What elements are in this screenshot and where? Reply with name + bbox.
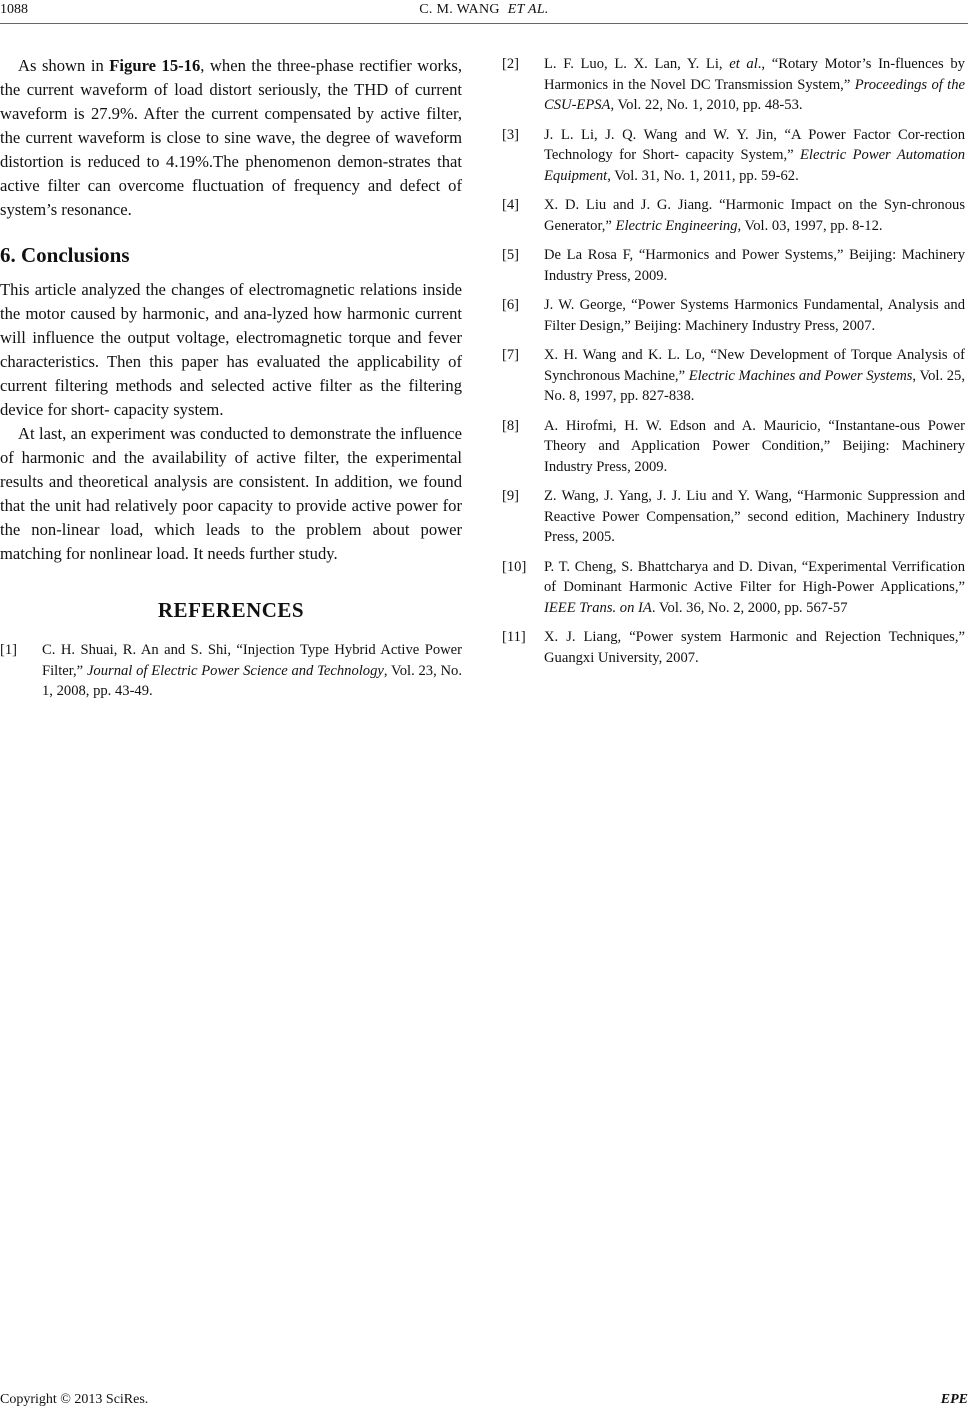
paragraph-conclusions-2: At last, an experiment was conducted to demonstrate the influence of harmonic and the availability of active filter, the experimental results and theoretical analysis are consistent. In addition, we found that the unit had relatively poor capacity to provide active power for the non-linear load, which leads to the problem about power matching for nonlinear load. It needs further study. bbox=[0, 424, 462, 563]
reference-item bbox=[0, 640, 462, 702]
reference-item bbox=[502, 245, 965, 286]
reference-item bbox=[502, 627, 965, 668]
reference-number: [5] bbox=[502, 247, 520, 263]
reference-item bbox=[502, 416, 965, 478]
copyright-notice: Copyright © 2013 SciRes. bbox=[0, 1392, 149, 1407]
right-column bbox=[502, 54, 965, 677]
reference-item bbox=[502, 345, 965, 407]
page-header bbox=[0, 0, 968, 24]
page-footer bbox=[0, 1392, 968, 1412]
reference-text: Z. Wang, J. Yang, J. J. Liu and Y. Wang, “Harmonic Suppression and Reactive Power Compensation,” second edition, Machinery Industry Press, 2005. bbox=[544, 488, 965, 545]
page-number: 1088 bbox=[0, 2, 28, 17]
reference-text: X. D. Liu and J. G. Jiang. “Harmonic Impact on the Syn-chronous Generator,” Electric Engineering, Vol. 03, 1997, pp. 8-12. bbox=[544, 197, 965, 234]
reference-number: [11] bbox=[502, 629, 526, 645]
paragraph-results: As shown in Figure 15-16, when the three-phase rectifier works, the current waveform of load distort seriously, the THD of current waveform is 27.9%. After the current compensated by active filter, the current waveform is close to sine wave, the degree of waveform distortion is reduced to 4.19%.The phenomenon demon-strates that active filter can overcome fluctuation of frequency and defect of system’s resonance. bbox=[0, 56, 462, 219]
section-title-conclusions: 6. Conclusions bbox=[0, 243, 130, 267]
running-head-author: C. M. WANG bbox=[419, 2, 500, 17]
reference-number: [4] bbox=[502, 197, 520, 213]
reference-item bbox=[502, 557, 965, 619]
journal-abbreviation: EPE bbox=[940, 1392, 968, 1407]
reference-text: A. Hirofmi, H. W. Edson and A. Mauricio, “Instantane-ous Power Theory and Application Power Condition,” Beijing: Machinery Industry Press, 2009. bbox=[544, 417, 965, 475]
reference-number: [3] bbox=[502, 126, 520, 143]
reference-text: J. W. George, “Power Systems Harmonics Fundamental, Analysis and Filter Design,” Beijing: Machinery Industry Press, 2007. bbox=[544, 297, 965, 334]
reference-number: [6] bbox=[502, 297, 520, 313]
reference-item bbox=[502, 54, 965, 116]
reference-item bbox=[502, 195, 965, 236]
left-column bbox=[0, 54, 462, 711]
running-head bbox=[0, 2, 968, 18]
reference-number: [2] bbox=[502, 56, 520, 72]
reference-item bbox=[502, 125, 965, 187]
reference-number: [7] bbox=[502, 347, 520, 363]
reference-number: [10] bbox=[502, 558, 527, 575]
reference-text: X. J. Liang, “Power system Harmonic and Rejection Techniques,” Guangxi University, 2007. bbox=[544, 629, 965, 666]
reference-number: [1] bbox=[0, 642, 18, 658]
reference-text: P. T. Cheng, S. Bhattcharya and D. Divan, “Experimental Verrification of Dominant Harmonic Active Filter for High-Power Applications,” IEEE Trans. on IA. Vol. 36, No. 2, 2000, pp. 567-57 bbox=[544, 558, 965, 616]
running-head-etal: ET AL. bbox=[507, 2, 549, 17]
reference-item bbox=[502, 295, 965, 336]
reference-text: C. H. Shuai, R. An and S. Shi, “Injection Type Hybrid Active Power Filter,” Journal of Electric Power Science and Technology, Vol. 23, No. 1, 2008, pp. 43-49. bbox=[42, 642, 463, 699]
reference-number: [8] bbox=[502, 417, 520, 434]
reference-text: De La Rosa F, “Harmonics and Power Systems,” Beijing: Machinery Industry Press, 2009. bbox=[544, 247, 965, 284]
reference-text: X. H. Wang and K. L. Lo, “New Development of Torque Analysis of Synchronous Machine,” Electric Machines and Power Systems, Vol. 25, No. 8, 1997, pp. 827-838. bbox=[544, 347, 966, 404]
reference-text: L. F. Luo, L. X. Lan, Y. Li, et al., “Rotary Motor’s In-fluences by Harmonics in the Novel DC Transmission System,” Proceedings of the CSU-EPSA, Vol. 22, No. 1, 2010, pp. 48-53. bbox=[544, 56, 966, 113]
reference-number: [9] bbox=[502, 488, 520, 504]
reference-text: J. L. Li, J. Q. Wang and W. Y. Jin, “A Power Factor Cor-rection Technology for Short- capacity System,” Electric Power Automation Equipment, Vol. 31, No. 1, 2011, pp. 59-62. bbox=[544, 126, 965, 184]
reference-item bbox=[502, 486, 965, 548]
header-rule bbox=[0, 23, 968, 24]
figure-reference-link[interactable]: Figure 15-16 bbox=[109, 56, 201, 75]
paragraph-conclusions-1: This article analyzed the changes of electromagnetic relations inside the motor caused by harmonic, and ana-lyzed how harmonic current will influence the output voltage, electromagnetic torque and fever characteristics. Then this paper has evaluated the applicability of current filtering methods and selected active filter as the filtering device for short- capacity system. bbox=[0, 280, 462, 419]
references-title: REFERENCES bbox=[157, 598, 305, 622]
